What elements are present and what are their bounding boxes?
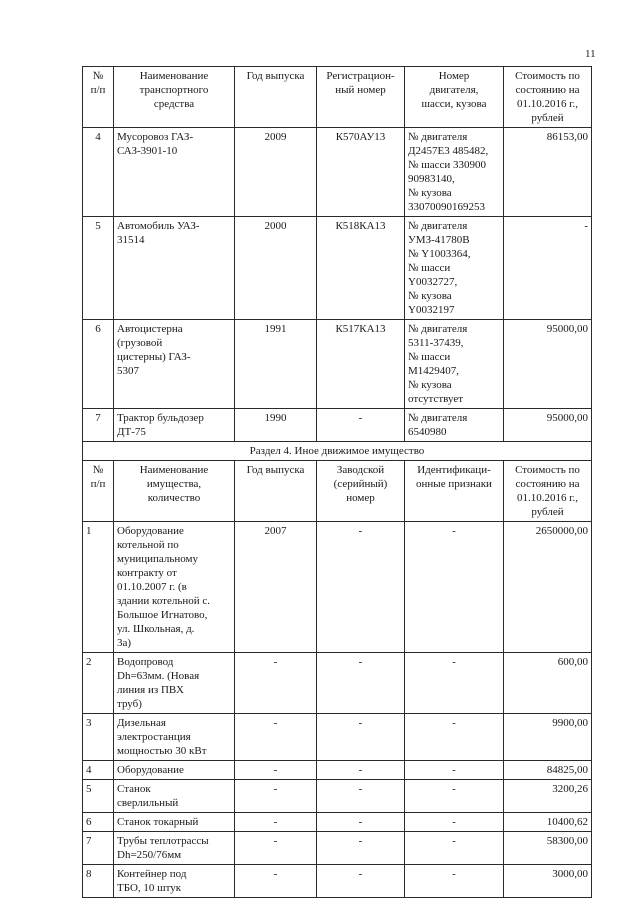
row-num: 1 [83,522,114,653]
row-name: Трубы теплотрассы Dh=250/76мм [114,832,235,865]
row-year: 2009 [235,128,317,217]
header-num: № п/п [83,461,114,522]
section-4-title-row [83,442,592,461]
table-row [83,409,592,442]
table-row [83,832,592,865]
row-cost: 95000,00 [504,409,592,442]
row-serial: - [317,653,405,714]
row-name: Контейнер под ТБО, 10 штук [114,865,235,898]
row-year: 2000 [235,217,317,320]
row-year: - [235,714,317,761]
row-cost: 95000,00 [504,320,592,409]
row-num: 7 [83,409,114,442]
row-year: 1991 [235,320,317,409]
header-serial: Заводской (серийный) номер [317,461,405,522]
table-row [83,522,592,653]
row-reg: К570АУ13 [317,128,405,217]
row-name: Мусоровоз ГАЗ- САЗ-3901-10 [114,128,235,217]
row-ids: № двигателя Д2457Е3 485482, № шасси 330900 90983140, № кузова 33070090169253 [405,128,504,217]
vehicle-header-row [83,67,592,128]
row-cost: 9900,00 [504,714,592,761]
row-serial: - [317,813,405,832]
row-year: - [235,653,317,714]
table-row [83,780,592,813]
row-cost: 84825,00 [504,761,592,780]
row-name: Автомобиль УАЗ- 31514 [114,217,235,320]
row-cost: 2650000,00 [504,522,592,653]
row-reg: - [317,409,405,442]
row-ident: - [405,832,504,865]
row-cost: 86153,00 [504,128,592,217]
row-cost: 3000,00 [504,865,592,898]
row-year: - [235,780,317,813]
row-num: 6 [83,813,114,832]
row-name: Трактор бульдозер ДТ-75 [114,409,235,442]
header-name: Наименование транспортного средства [114,67,235,128]
row-name: Автоцистерна (грузовой цистерны) ГАЗ- 5307 [114,320,235,409]
table-row [83,217,592,320]
row-num: 7 [83,832,114,865]
row-num: 2 [83,653,114,714]
row-year: 2007 [235,522,317,653]
section-4-title: Раздел 4. Иное движимое имущество [83,442,592,461]
row-serial: - [317,780,405,813]
row-name: Дизельная электростанция мощностью 30 кВт [114,714,235,761]
row-num: 6 [83,320,114,409]
row-serial: - [317,761,405,780]
row-year: - [235,813,317,832]
table-row [83,761,592,780]
header-ids: Номер двигателя, шасси, кузова [405,67,504,128]
row-serial: - [317,714,405,761]
table-row [83,128,592,217]
row-num: 5 [83,217,114,320]
row-year: - [235,761,317,780]
row-num: 8 [83,865,114,898]
table-row [83,320,592,409]
row-ids: № двигателя УМЗ-41780В № Y1003364, № шасси Y0032727, № кузова Y0032197 [405,217,504,320]
property-header-row [83,461,592,522]
row-num: 4 [83,128,114,217]
row-serial: - [317,522,405,653]
row-year: 1990 [235,409,317,442]
row-cost: 10400,62 [504,813,592,832]
row-cost: 58300,00 [504,832,592,865]
row-num: 3 [83,714,114,761]
row-serial: - [317,832,405,865]
table-row [83,714,592,761]
table-row [83,653,592,714]
header-name: Наименование имущества, количество [114,461,235,522]
row-year: - [235,832,317,865]
header-year: Год выпуска [235,461,317,522]
row-reg: К517КА13 [317,320,405,409]
row-num: 5 [83,780,114,813]
row-cost: 3200,26 [504,780,592,813]
row-cost: 600,00 [504,653,592,714]
row-ident: - [405,653,504,714]
row-ids: № двигателя 5311-37439, № шасси М1429407, № кузова отсутствует [405,320,504,409]
row-ident: - [405,865,504,898]
row-name: Водопровод Dh=63мм. (Новая линия из ПВХ труб) [114,653,235,714]
row-ident: - [405,522,504,653]
row-serial: - [317,865,405,898]
page-number: 11 [585,48,596,60]
row-ids: № двигателя 6540980 [405,409,504,442]
row-ident: - [405,714,504,761]
row-name: Оборудование котельной по муниципальному контракту от 01.10.2007 г. (в здании котельной с. Большое Игнатово, ул. Школьная, д. 3а) [114,522,235,653]
header-ident: Идентификаци- онные признаки [405,461,504,522]
row-name: Станок сверлильный [114,780,235,813]
header-reg: Регистрацион- ный номер [317,67,405,128]
header-cost: Стоимость по состоянию на 01.10.2016 г., рублей [504,461,592,522]
table-row [83,865,592,898]
header-cost: Стоимость по состоянию на 01.10.2016 г., рублей [504,67,592,128]
row-name: Станок токарный [114,813,235,832]
row-ident: - [405,761,504,780]
header-year: Год выпуска [235,67,317,128]
row-name: Оборудование [114,761,235,780]
header-num: № п/п [83,67,114,128]
row-reg: К518КА13 [317,217,405,320]
table-row [83,813,592,832]
row-ident: - [405,780,504,813]
property-register-table [82,66,592,898]
row-year: - [235,865,317,898]
row-cost: - [504,217,592,320]
row-ident: - [405,813,504,832]
row-num: 4 [83,761,114,780]
